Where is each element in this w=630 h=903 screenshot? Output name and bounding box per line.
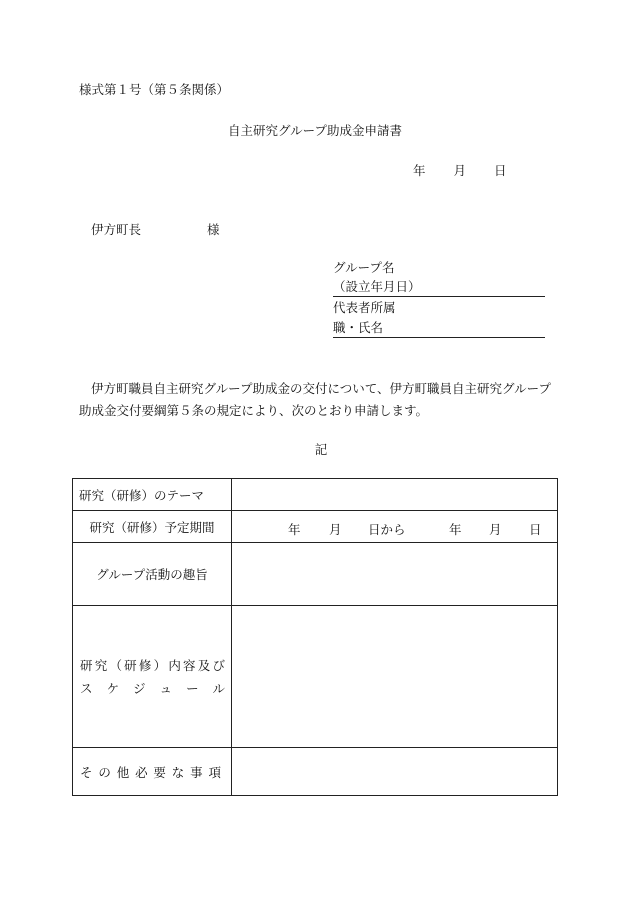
group-name-label: グループ名 (333, 260, 395, 275)
period-end-day: 日 (529, 522, 542, 537)
date-month: 月 (453, 163, 467, 178)
other-matters-label: その他必要な事項 (73, 748, 232, 796)
content-label-line1: 研究（研修）内容及び (80, 657, 225, 673)
table-row (73, 606, 558, 748)
table-row (73, 748, 558, 796)
ki-heading: 記 (314, 442, 328, 457)
application-details-table (72, 478, 558, 796)
period-start-day: 日から (368, 522, 406, 537)
established-date-field[interactable] (333, 277, 545, 297)
group-name-field[interactable] (333, 258, 545, 277)
date-day: 日 (494, 163, 507, 178)
content-schedule-value-cell[interactable] (232, 606, 558, 748)
period-label: 研究（研修）予定期間 (73, 511, 232, 543)
representative-name-label: 職・氏名 (333, 320, 384, 335)
theme-label: 研究（研修）のテーマ (73, 479, 232, 511)
period-start-month: 月 (329, 522, 342, 537)
content-label-line2: スケジュール (80, 680, 225, 696)
period-end-month: 月 (489, 522, 502, 537)
date-year: 年 (413, 163, 426, 178)
form-number: 様式第１号（第５条関係） (79, 82, 230, 97)
period-start-year: 年 (288, 522, 301, 537)
addressee-name: 伊方町長 (91, 222, 142, 237)
addressee (91, 220, 220, 238)
document-title: 自主研究グループ助成金申請書 (227, 123, 402, 138)
content-schedule-label (73, 606, 232, 748)
application-date (413, 161, 507, 179)
representative-affiliation-field[interactable] (333, 298, 545, 317)
period-end-year: 年 (449, 522, 462, 537)
application-statement: 伊方町職員自主研究グループ助成金の交付について、伊方町職員自主研究グループ助成金交付要綱第５条の規定により、次のとおり申請します。 (79, 381, 552, 418)
established-date-label: （設立年月日） (333, 279, 421, 294)
table-row (73, 543, 558, 606)
table-row (73, 479, 558, 511)
theme-value-cell[interactable] (232, 479, 558, 511)
other-matters-value-cell[interactable] (232, 748, 558, 796)
representative-name-field[interactable] (333, 318, 545, 338)
representative-affiliation-label: 代表者所属 (333, 300, 396, 315)
period-value-cell[interactable] (232, 511, 558, 543)
addressee-honorific: 様 (207, 222, 220, 237)
purpose-value-cell[interactable] (232, 543, 558, 606)
purpose-label: グループ活動の趣旨 (73, 543, 232, 606)
table-row (73, 511, 558, 543)
